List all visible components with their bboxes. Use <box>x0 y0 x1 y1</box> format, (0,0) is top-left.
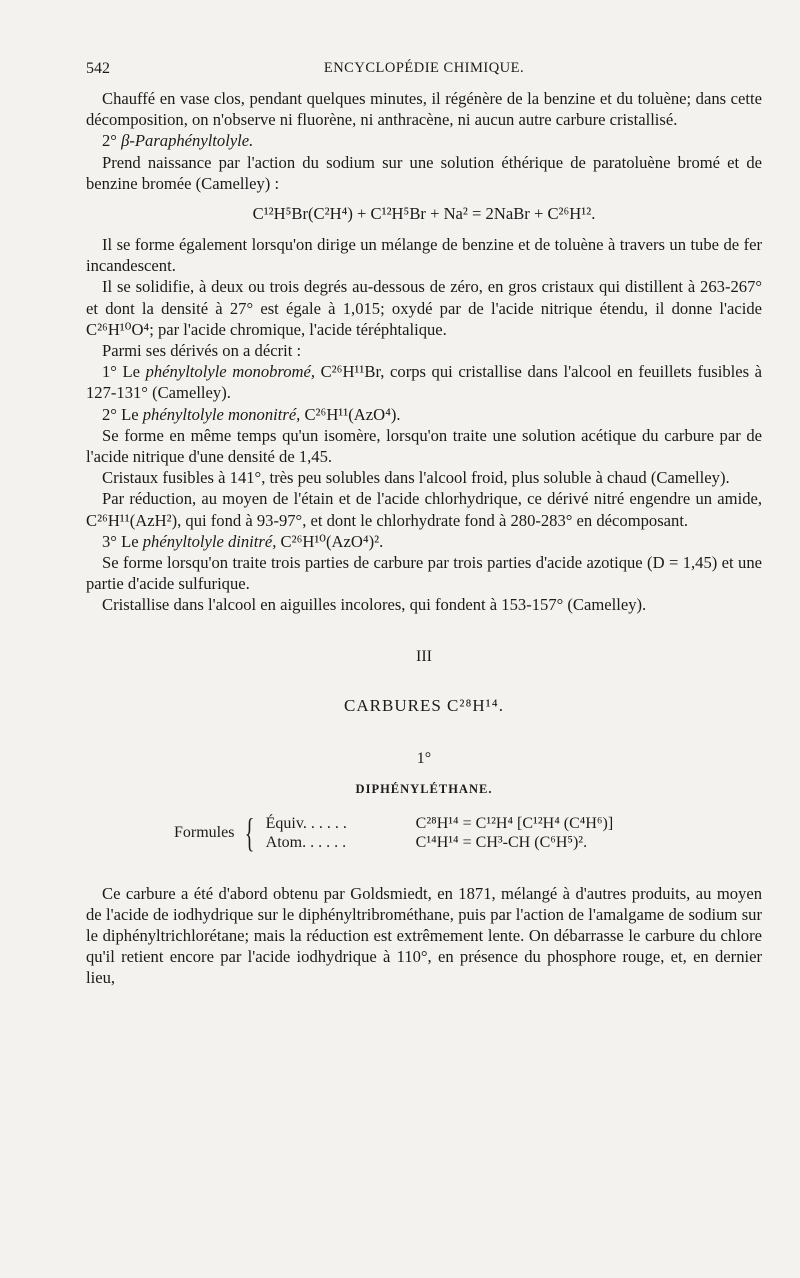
paragraph: Parmi ses dérivés on a décrit : <box>102 341 302 361</box>
paragraph: Se forme en même temps qu'un isomère, lorsqu'on traite une solution acétique du carbure par de l'acide nitrique d'une densité de 1,45. <box>86 425 762 467</box>
page-number: 542 <box>86 60 110 77</box>
derivative-text: C²⁶H¹¹Br, corps qui cristallise dans l'alcool en feuillets fusibles à 127-131° (Camelley). <box>86 362 762 403</box>
formula-rows <box>266 814 614 852</box>
derivative-name: phényltolyle dinitré, <box>142 531 277 551</box>
section-title: CARBURES C²⁸H¹⁴. <box>344 695 504 715</box>
paragraph: Cristallise dans l'alcool en aiguilles incolores, qui fondent à 153-157° (Camelley). <box>102 595 647 615</box>
formula-value: C²⁸H¹⁴ = C¹²H⁴ [C¹²H⁴ (C⁴H⁶)] <box>415 814 614 832</box>
derivative-number: 3° Le <box>102 531 143 551</box>
formula-row-equiv <box>266 814 614 833</box>
formula-kind: Équiv. . . . . . <box>265 814 347 832</box>
formula-value: C¹⁴H¹⁴ = CH³-CH (C⁶H⁵)². <box>415 833 588 851</box>
paragraph: Prend naissance par l'action du sodium sur une solution éthérique de paratoluène bromé et de benzine bromée (Camelley) : <box>86 152 762 193</box>
chemical-equation: C¹²H⁵Br(C²H⁴) + C¹²H⁵Br + Na² = 2NaBr + C²⁶H¹². <box>252 204 596 224</box>
formulas-block <box>174 809 762 855</box>
heading-number: 2° <box>102 131 117 151</box>
paragraph: Cristaux fusibles à 141°, très peu solubles dans l'alcool froid, plus soluble à chaud (Camelley). <box>102 468 730 488</box>
page-header <box>86 60 762 88</box>
section-number: III <box>416 647 432 665</box>
running-head: ENCYCLOPÉDIE CHIMIQUE. <box>323 60 525 76</box>
derivative-name: phényltolyle monobromé, <box>145 362 316 382</box>
formula-kind: Atom. . . . . . <box>265 833 347 851</box>
derivative-entry <box>86 404 762 425</box>
paragraph: Il se solidifie, à deux ou trois degrés au-dessous de zéro, en gros cristaux qui distillent à 263-267° et dont la densité à 27° est égale à 1,015; oxydé par de l'acide nitrique étendu, il donne l'acide C²⁶H¹⁰O⁴; par l'acide chromique, l'acide téréphtalique. <box>86 277 762 339</box>
derivative-number: 2° Le <box>102 404 143 424</box>
paragraph: Il se forme également lorsqu'on dirige un mélange de benzine et de toluène à travers un tube de fer incandescent. <box>86 235 762 276</box>
paragraph: Se forme lorsqu'on traite trois parties de carbure par trois parties d'acide azotique (D = 1,45) et une partie d'acide sulfurique. <box>86 553 762 594</box>
brace-glyph: { <box>245 809 255 855</box>
paragraph: Chauffé en vase clos, pendant quelques minutes, il régénère de la benzine et du toluène; dans cette décomposition, on n'observe ni fluorène, ni anthracène, ni aucun autre carbure cristallisé. <box>86 89 762 130</box>
derivative-entry <box>86 361 762 403</box>
formula-row-atom <box>266 833 614 852</box>
subsection-title: DIPHÉNYLÉTHANE. <box>355 781 493 796</box>
formulas-label: Formules <box>174 823 235 841</box>
derivative-name: phényltolyle mononitré, <box>142 404 301 424</box>
subsection-number: 1° <box>416 749 432 767</box>
subsection-heading <box>86 130 762 151</box>
paragraph: Par réduction, au moyen de l'étain et de l'acide chlorhydrique, ce dérivé nitré engendre un amide, C²⁶H¹¹(AzH²), qui fond à 93-97°, et dont le chlorhydrate fond à 280-283° en décomposant. <box>86 489 762 530</box>
derivative-text: C²⁶H¹¹(AzO⁴). <box>300 404 401 424</box>
derivative-entry <box>86 531 762 552</box>
heading-title: β-Paraphényltolyle. <box>121 131 254 151</box>
derivative-number: 1° Le <box>102 362 146 382</box>
derivative-text: C²⁶H¹⁰(AzO⁴)². <box>276 531 384 551</box>
paragraph: Ce carbure a été d'abord obtenu par Goldsmiedt, en 1871, mélangé à d'autres produits, au moyen de l'acide de iodhydrique sur le diphényltribrométhane, puis par l'action de l'amalgame de sodium sur le diphényltrichlorétane; mais la réduction est extrêmement lente. On débarrasse le carbure du chlore qu'il retient encore par l'acide iodhydrique à 110°, en présence du phosphore rouge, et, en dernier lieu, <box>86 883 762 988</box>
